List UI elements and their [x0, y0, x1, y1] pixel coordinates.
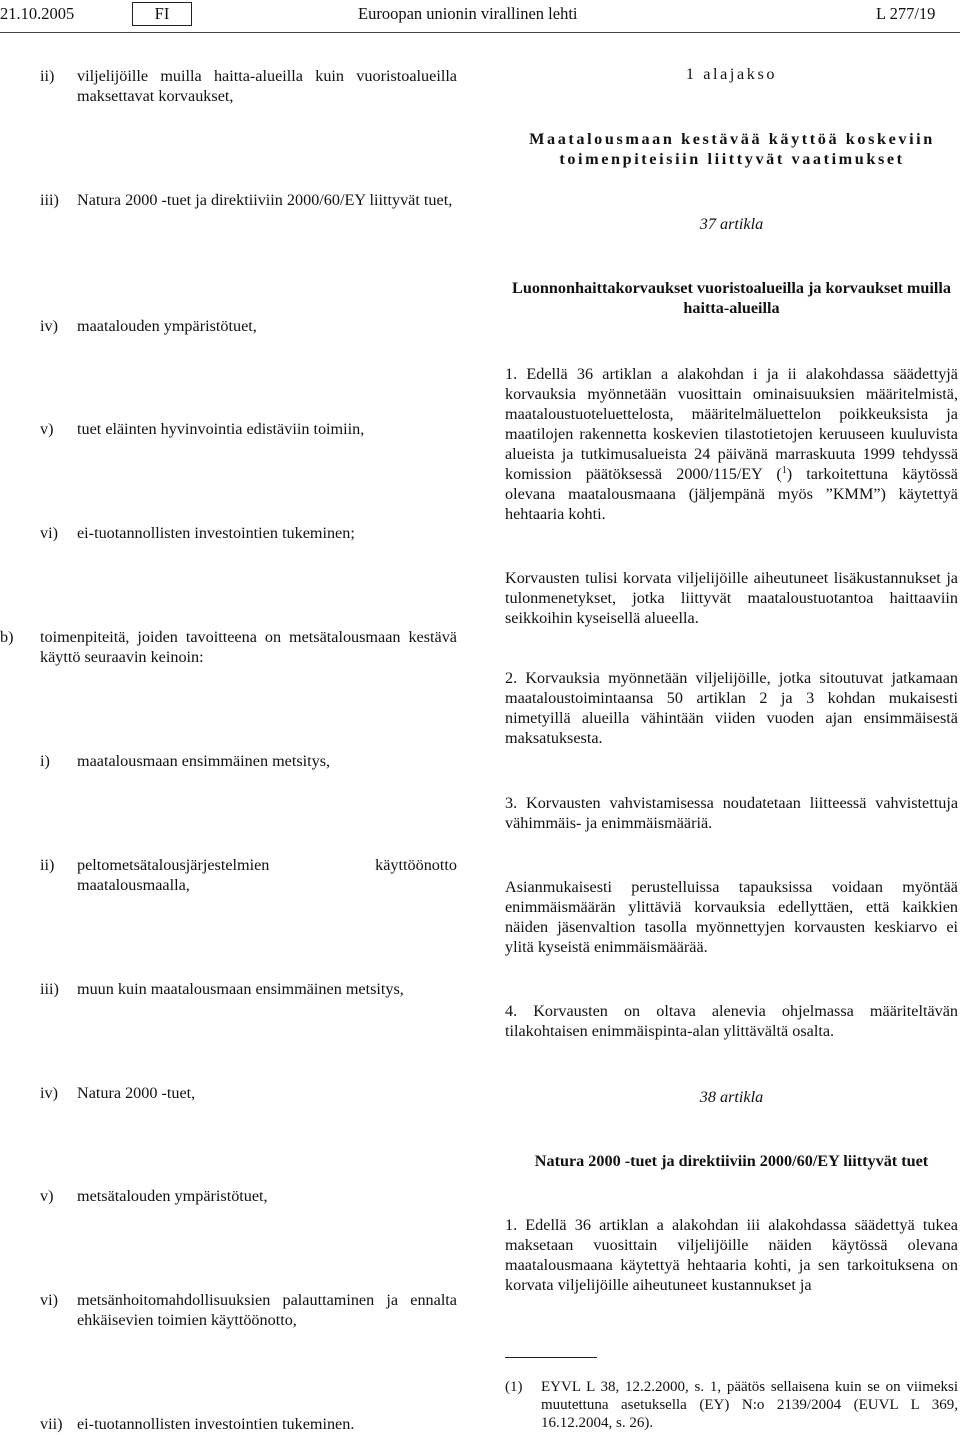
article-38-title: Natura 2000 -tuet ja direktiiviin 2000/60/EY liittyvät tuet [534, 1152, 929, 1170]
list-item-text: maatalousmaan ensimmäinen metsitys, [77, 752, 331, 770]
page-number: L 277/19 [876, 4, 936, 23]
list-item-text: tuet eläinten hyvinvointia edistäviin toimiin, [77, 420, 365, 438]
list-item-text: muun kuin maatalousmaan ensimmäinen metsitys, [77, 980, 404, 998]
list-item-text: Natura 2000 -tuet, [77, 1084, 196, 1102]
article-37-paragraph-4: 4. Korvausten on oltava alenevia ohjelmassa määriteltävän tilakohtaisen enimmäispinta-alan ylittävältä osalta. [505, 1002, 958, 1040]
journal-title: Euroopan unionin virallinen lehti [358, 4, 578, 23]
list-item-label: vi) [40, 1291, 58, 1309]
article-37-paragraph-1: 1. Edellä 36 artiklan a alakohdan i ja ii alakohdassa säädettyjä korvauksia myönnetään vuosittain ominaisuuksien määritelmistä, maataloustuoteluettelosta, määritelmäluettelon poikkeuksista ja maatilojen rakennetta koskevien tilastotietojen keruuseen kuuluvista alueista ja tutkimusalueista 24 päivänä marraskuuta 1999 tehdyssä komission päätöksessä 2000/115/EY ($^1$) tarkoitettuna käytössä olevana maatalousmaana (jäljempänä myös ”KMM”) käytettyä hehtaaria kohti. [505, 365, 958, 523]
footnote-reference: 1 [781, 465, 787, 476]
list-item-label: b) [0, 628, 14, 646]
list-item-label: ii) [40, 67, 55, 85]
list-item-label: iv) [40, 1084, 58, 1102]
list-item-label: vi) [40, 524, 58, 542]
list-item-label: v) [40, 1187, 54, 1205]
article-38-label: 38 artikla [699, 1088, 764, 1106]
list-item-label: v) [40, 420, 54, 438]
list-item-text: ei-tuotannollisten investointien tukeminen; [77, 524, 355, 542]
header-date: 21.10.2005 [0, 4, 75, 23]
footnote-divider [505, 1357, 597, 1358]
list-item-text: peltometsätalousjärjestelmien käyttöönotto maatalousmaalla, [77, 856, 457, 894]
list-item-text: toimenpiteitä, joiden tavoitteena on metsätalousmaan kestävä käyttö seuraavin keinoin: [40, 628, 457, 666]
list-item-label: iii) [40, 191, 59, 209]
list-item-label: iii) [40, 980, 59, 998]
list-item-text: ei-tuotannollisten investointien tukeminen. [77, 1415, 355, 1433]
list-item-label: iv) [40, 317, 58, 335]
article-37-paragraph-1-continued: Korvausten tulisi korvata viljelijöille aiheutuneet lisäkustannukset ja tulonmenetykset, jotka liittyvät maataloustuotantoa haittaaviin seikkoihin kyseisellä alueella. [505, 569, 958, 627]
subsection-title: Maatalousmaan kestävää käyttöä koskeviin toimenpiteisiin liittyvät vaatimukset [529, 130, 935, 168]
subsection-heading: 1 alajakso [685, 65, 778, 83]
article-37-label: 37 artikla [699, 215, 764, 233]
list-item-text: maatalouden ympäristötuet, [77, 317, 257, 335]
language-badge: FI [132, 2, 192, 26]
list-item-label: i) [40, 752, 50, 770]
list-item-text: metsätalouden ympäristötuet, [77, 1187, 268, 1205]
footnote-number: (1) [505, 1379, 523, 1395]
header-divider [0, 32, 960, 33]
article-37-paragraph-3-continued: Asianmukaisesti perustelluissa tapauksissa voidaan myöntää enimmäismäärän ylittäviä korvauksia edellyttäen, että kaikkien näiden jäsenvaltion tasolla myönnettyjen korvausten keskiarvo ei ylitä kyseistä enimmäismäärää. [505, 878, 958, 956]
list-item-text: metsänhoitomahdollisuuksien palauttaminen ja ennalta ehkäisevien toimien käyttöönotto, [77, 1291, 457, 1329]
article-37-paragraph-3: 3. Korvausten vahvistamisessa noudatetaan liitteessä vahvistettuja vähimmäis- ja enimmäismääriä. [505, 794, 958, 832]
list-item-text: Natura 2000 -tuet ja direktiiviin 2000/60/EY liittyvät tuet, [77, 191, 453, 209]
list-item-label: ii) [40, 856, 55, 874]
list-item-text: viljelijöille muilla haitta-alueilla kuin vuoristoalueilla maksettavat korvaukset, [77, 67, 457, 105]
list-item-label: vii) [40, 1415, 63, 1433]
article-38-paragraph-1: 1. Edellä 36 artiklan a alakohdan iii alakohdassa säädettyä tukea maksetaan vuosittain viljelijöille näiden käytössä olevana maatalousmaana käytettyä hehtaaria kohti, ja sen tarkoituksena on korvata viljelijöille aiheutuneet kustannukset ja [505, 1216, 958, 1294]
article-37-title: Luonnonhaittakorvaukset vuoristoalueilla ja korvaukset muilla haitta-alueilla [512, 279, 951, 317]
footnote-text: EYVL L 38, 12.2.2000, s. 1, päätös sellaisena kuin se on viimeksi muutettuna asetuksella (EY) N:o 2139/2004 (EUVL L 369, 16.12.2004, s. 26). [541, 1379, 958, 1431]
article-37-paragraph-2: 2. Korvauksia myönnetään viljelijöille, jotka sitoutuvat jatkamaan maataloustoimintaansa 50 artiklan 2 ja 3 kohdan mukaisesti nimetyillä alueilla vähintään viiden vuoden ajan ensimmäisestä maksatuksesta. [505, 669, 958, 747]
